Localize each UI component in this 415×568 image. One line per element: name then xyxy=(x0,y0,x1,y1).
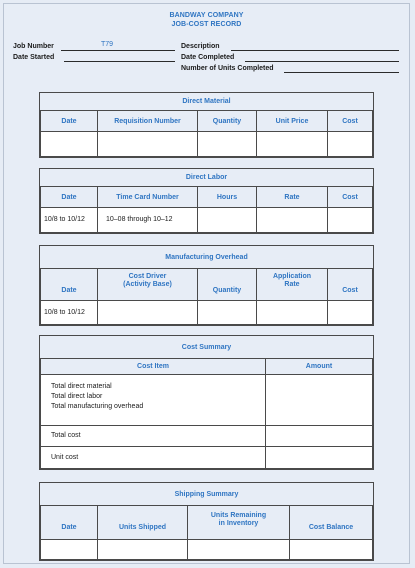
ss-cell-date[interactable] xyxy=(40,539,98,560)
dm-cell-quantity[interactable] xyxy=(197,131,257,157)
cs-item-direct-labor: Total direct labor xyxy=(51,393,103,400)
ss-col-units-shipped: Units Shipped xyxy=(118,524,167,531)
cost-summary-title: Cost Summary xyxy=(181,344,232,351)
dm-col-unit-price: Unit Price xyxy=(275,118,309,125)
dl-col-time-card: Time Card Number xyxy=(116,194,179,201)
dl-col-rate: Rate xyxy=(284,194,300,201)
mo-cell-quantity[interactable] xyxy=(197,300,257,325)
ss-col-cost-balance: Cost Balance xyxy=(308,524,354,531)
job-number-value: T79 xyxy=(101,41,114,48)
date-completed-line[interactable] xyxy=(245,61,399,62)
job-number-line[interactable] xyxy=(61,50,175,51)
ss-cell-units-remaining[interactable] xyxy=(187,539,290,560)
cs-item-direct-material: Total direct material xyxy=(51,383,112,390)
dm-col-quantity: Quantity xyxy=(212,118,242,125)
shipping-summary-section xyxy=(39,482,374,561)
mo-cell-cost[interactable] xyxy=(327,300,373,325)
dm-cell-date[interactable] xyxy=(40,131,98,157)
ss-col-units-remaining: Units Remaining in Inventory xyxy=(210,512,267,527)
direct-labor-section xyxy=(39,168,374,234)
mo-cell-cost-driver[interactable] xyxy=(97,300,198,325)
job-number-label: Job Number xyxy=(13,43,54,50)
cs-items-cell xyxy=(40,374,266,426)
manufacturing-overhead-section xyxy=(39,245,374,326)
dl-cell-date[interactable]: 10/8 to 10/12 xyxy=(40,207,98,233)
dl-col-cost: Cost xyxy=(342,194,358,201)
dm-col-date: Date xyxy=(61,118,77,125)
dl-cell-cost[interactable] xyxy=(327,207,373,233)
description-label: Description xyxy=(181,43,220,50)
dl-col-date: Date xyxy=(61,194,77,201)
direct-material-section xyxy=(39,92,374,158)
dl-cell-hours[interactable] xyxy=(197,207,257,233)
units-completed-line[interactable] xyxy=(284,72,399,73)
dm-cell-cost[interactable] xyxy=(327,131,373,157)
cs-col-amount: Amount xyxy=(305,363,333,370)
cs-total-cost-amount[interactable] xyxy=(265,425,373,447)
description-line[interactable] xyxy=(231,50,399,51)
date-started-label: Date Started xyxy=(13,54,55,61)
mo-col-application-rate: Application Rate xyxy=(272,273,312,288)
shipping-summary-title: Shipping Summary xyxy=(174,491,239,498)
cs-items-amount[interactable] xyxy=(265,374,373,426)
cs-col-cost-item: Cost Item xyxy=(137,363,169,370)
mo-cell-date[interactable]: 10/8 to 10/12 xyxy=(40,300,98,325)
mo-cell-application-rate[interactable] xyxy=(256,300,328,325)
cost-summary-section xyxy=(39,335,374,470)
mo-title: Manufacturing Overhead xyxy=(165,254,248,261)
mo-col-date: Date xyxy=(61,287,77,294)
ss-cell-units-shipped[interactable] xyxy=(97,539,188,560)
ss-col-date: Date xyxy=(61,524,77,531)
dm-cell-requisition[interactable] xyxy=(97,131,198,157)
direct-labor-title: Direct Labor xyxy=(185,174,228,181)
dm-col-requisition: Requisition Number xyxy=(114,118,181,125)
company-name: BANDWAY COMPANY xyxy=(169,12,244,19)
dl-cell-rate[interactable] xyxy=(256,207,328,233)
dl-col-hours: Hours xyxy=(216,194,238,201)
dl-cell-time-card[interactable]: 10–08 through 10–12 xyxy=(97,207,198,233)
dm-cell-unit-price[interactable] xyxy=(256,131,328,157)
units-completed-label: Number of Units Completed xyxy=(181,65,274,72)
mo-col-quantity: Quantity xyxy=(212,287,242,294)
cs-unit-cost-amount[interactable] xyxy=(265,446,373,469)
cs-item-overhead: Total manufacturing overhead xyxy=(51,403,144,410)
date-started-line[interactable] xyxy=(64,61,175,62)
direct-material-title: Direct Material xyxy=(182,98,231,105)
cs-total-cost-label: Total cost xyxy=(40,425,266,447)
mo-col-cost-driver: Cost Driver (Activity Base) xyxy=(123,273,172,288)
mo-col-cost: Cost xyxy=(342,287,358,294)
job-cost-record-page xyxy=(3,3,410,564)
date-completed-label: Date Completed xyxy=(181,54,235,61)
ss-cell-cost-balance[interactable] xyxy=(289,539,373,560)
dm-col-cost: Cost xyxy=(342,118,358,125)
form-title: JOB-COST RECORD xyxy=(171,21,242,28)
cs-unit-cost-label: Unit cost xyxy=(40,446,266,469)
